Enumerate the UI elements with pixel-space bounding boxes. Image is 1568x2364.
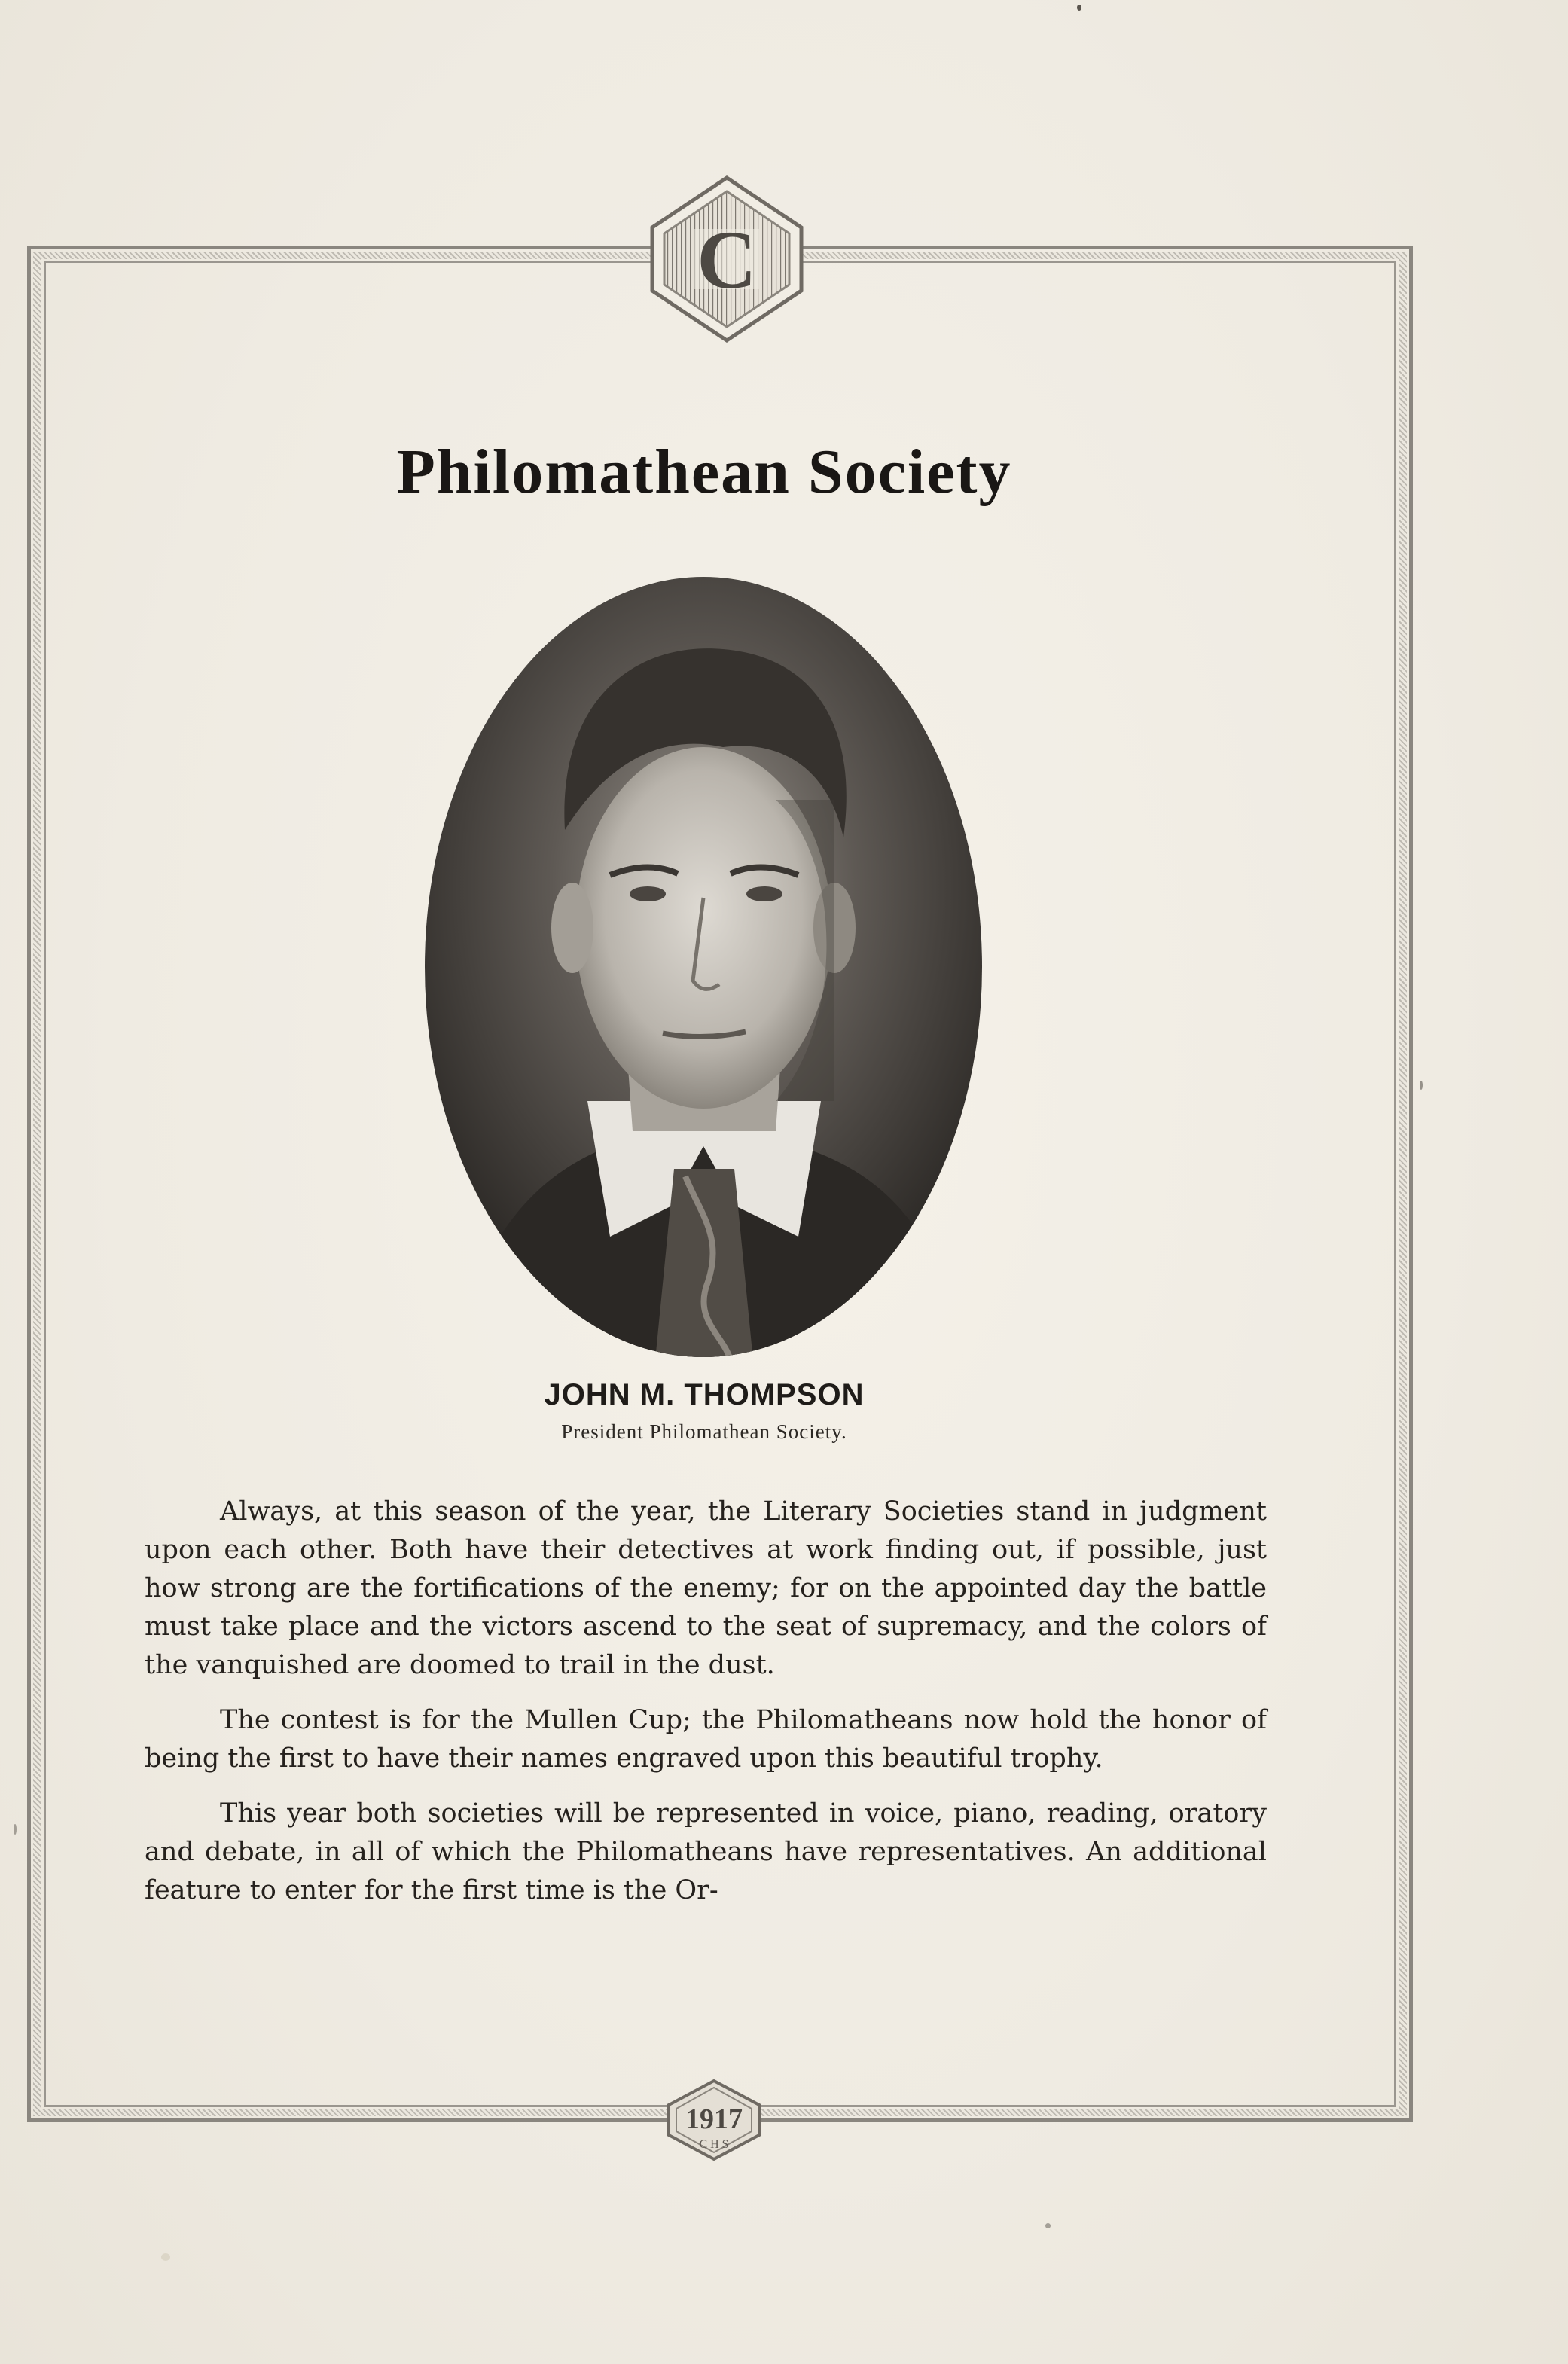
year-emblem-icon [666, 2079, 762, 2161]
svg-text:C: C [697, 214, 757, 306]
paper-speck [1420, 1081, 1423, 1090]
paper-speck [14, 1824, 17, 1835]
svg-text:C H S: C H S [699, 2138, 729, 2151]
article-body [145, 1493, 1267, 1926]
c-emblem-icon [649, 175, 804, 343]
svg-text:1917: 1917 [685, 2103, 743, 2135]
portrait-name: JOHN M. THOMPSON [544, 1378, 865, 1411]
portrait-photo [422, 574, 985, 1360]
paper-speck [1045, 2223, 1051, 2228]
paragraph: Always, at this season of the year, the Literary Societies stand in judgment upon each other. Both have their detectives at work finding out, if possible, just how strong are the fortifications of the enemy; for on the appointed day the battle must take place and the victors ascend to the seat of supremacy, and the colors of the vanquished are doomed to trail in the dust. [145, 1496, 1267, 1680]
portrait-caption: President Philomathean Society. [561, 1420, 847, 1443]
paper-speck [1077, 5, 1081, 11]
paragraph: This year both societies will be represented in voice, piano, reading, oratory and debate, in all of which the Philomatheans have representatives. An additional feature to enter for the first time is the Or- [145, 1798, 1267, 1905]
paragraph: The contest is for the Mullen Cup; the Philomatheans now hold the honor of being the first to have their names engraved upon this beautiful trophy. [145, 1705, 1267, 1774]
paper-speck [161, 2253, 170, 2261]
page-title: Philomathean Society [396, 437, 1012, 507]
